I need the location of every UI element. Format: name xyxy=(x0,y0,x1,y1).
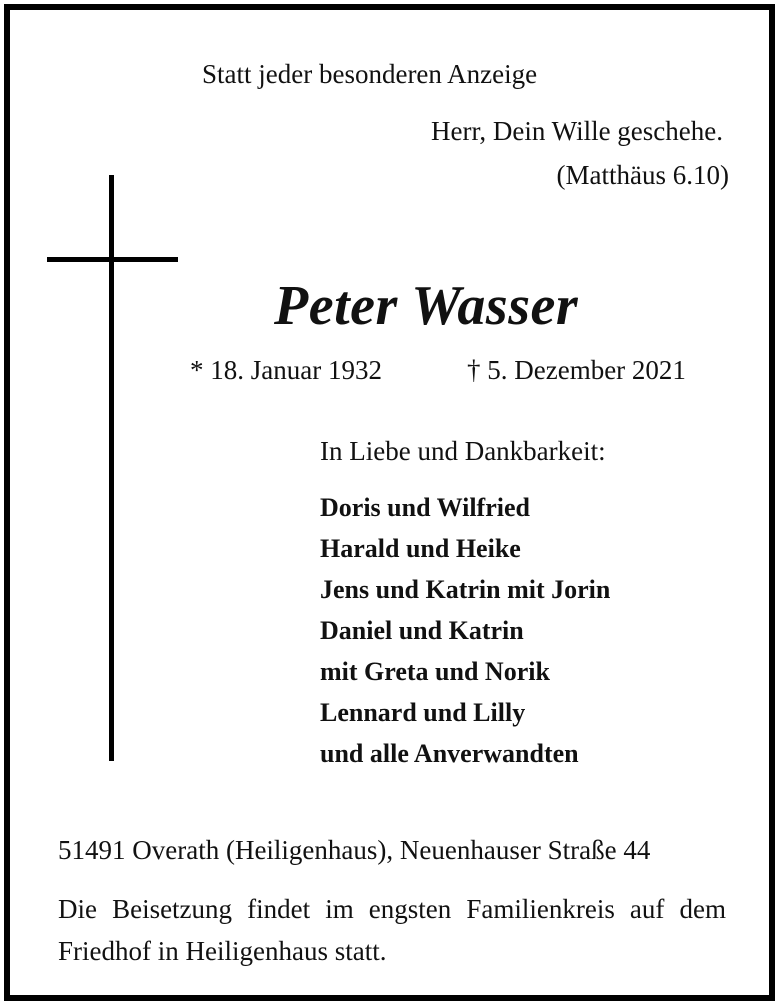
cross-vertical-bar xyxy=(109,175,114,761)
mourner-line: mit Greta und Norik xyxy=(320,657,550,686)
mourner-line: Doris und Wilfried xyxy=(320,493,530,522)
bible-reference: (Matthäus 6.10) xyxy=(556,160,729,190)
birth-date: * 18. Januar 1932 xyxy=(190,355,382,385)
obituary-frame xyxy=(4,4,775,1001)
mourner-line: Harald und Heike xyxy=(320,534,521,563)
mourners-list xyxy=(320,487,610,774)
mourners-intro: In Liebe und Dankbarkeit: xyxy=(320,436,606,466)
address: 51491 Overath (Heiligenhaus), Neuenhauser Straße 44 xyxy=(58,835,651,865)
deceased-name: Peter Wasser xyxy=(274,275,579,337)
header-text: Statt jeder besonderen Anzeige xyxy=(202,59,538,89)
mourner-line: Jens und Katrin mit Jorin xyxy=(320,575,611,604)
bible-quote: Herr, Dein Wille geschehe. xyxy=(431,116,723,146)
mourner-line: Daniel und Katrin xyxy=(320,616,524,645)
death-date: † 5. Dezember 2021 xyxy=(467,355,686,385)
mourner-line: Lennard und Lilly xyxy=(320,698,526,727)
cross-horizontal-bar xyxy=(47,257,178,262)
burial-notice: Die Beisetzung findet im engsten Familienkreis auf dem Friedhof in Heiligenhaus statt. xyxy=(58,894,726,966)
mourner-line: und alle Anverwandten xyxy=(320,739,579,768)
